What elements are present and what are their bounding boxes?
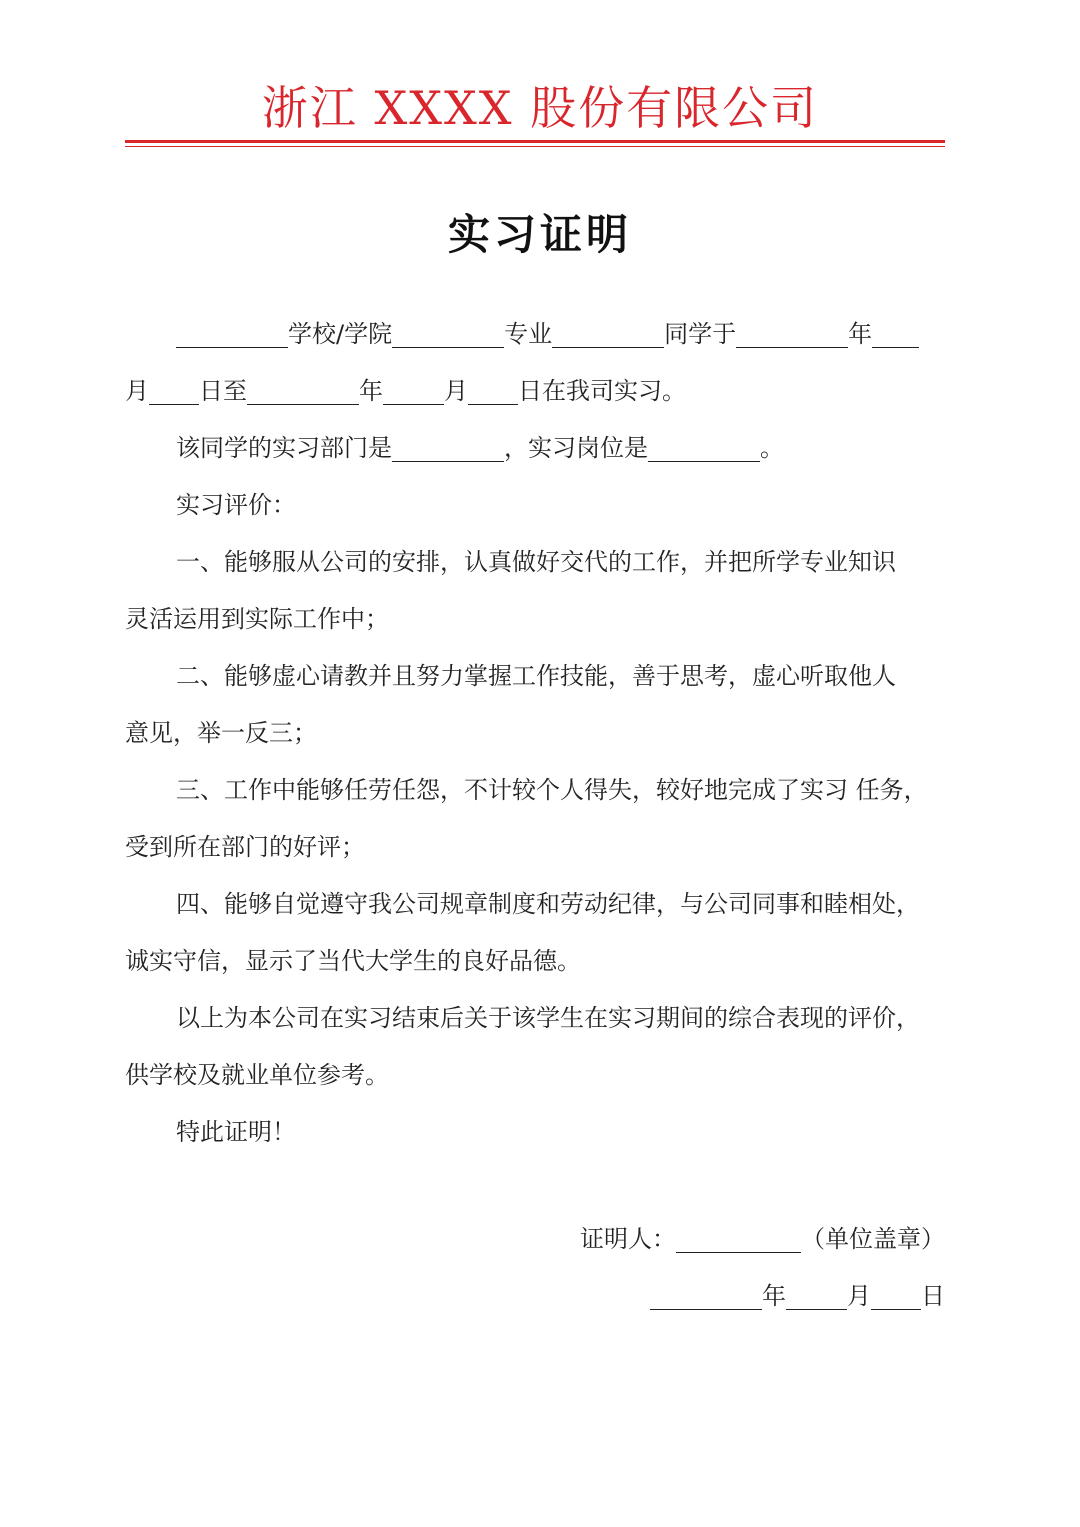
department-line — [125, 427, 957, 484]
school-label: 学校/学院 — [288, 320, 393, 348]
document-title: 实习证明 — [447, 210, 632, 259]
certificate-body — [125, 313, 957, 1168]
major-blank — [392, 315, 504, 348]
evaluation-item-4-cont: 诚实守信，显示了当代大学生的良好品德。 — [125, 947, 581, 975]
department-line-end: 。 — [760, 434, 784, 462]
certifier-line — [560, 1218, 945, 1275]
end-year-blank — [247, 372, 359, 405]
position-label: ，实习岗位是 — [504, 434, 648, 462]
start-year-label: 年 — [848, 320, 873, 348]
sign-day-label: 日 — [921, 1282, 945, 1310]
evaluation-item-1: 一、能够服从公司的安排，认真做好交代的工作，并把所学专业知识 — [176, 548, 896, 576]
day-end-text: 日在我司实习。 — [518, 377, 686, 405]
summary-line-2: 供学校及就业单位参考。 — [125, 1061, 389, 1089]
major-label: 专业 — [504, 320, 553, 348]
evaluation-item-2-cont: 意见，举一反三； — [125, 719, 317, 747]
sign-year-label: 年 — [762, 1282, 786, 1310]
evaluation-item-3-cont: 受到所在部门的好评； — [125, 833, 365, 861]
evaluation-item-4: 四、能够自觉遵守我公司规章制度和劳动纪律，与公司同事和睦相处， — [176, 890, 920, 918]
letterhead-rule-thin — [125, 146, 945, 147]
intro-line-2 — [125, 370, 957, 427]
evaluation-item-1-cont: 灵活运用到实际工作中； — [125, 605, 389, 633]
intro-line-1 — [125, 313, 957, 370]
company-letterhead: 浙江 XXXX 股份有限公司 — [261, 81, 819, 135]
start-month-blank-part — [872, 315, 919, 348]
letterhead-rule-thick — [125, 140, 945, 143]
evaluation-item-2: 二、能够虚心请教并且努力掌握工作技能，善于思考，虚心听取他人 — [176, 662, 896, 690]
sign-month-label: 月 — [847, 1282, 871, 1310]
closing-text: 特此证明！ — [176, 1118, 296, 1146]
start-month-label: 月 — [125, 377, 149, 405]
end-month-blank — [383, 372, 444, 405]
end-year-label: 年 — [359, 377, 383, 405]
certifier-label: 证明人： — [580, 1225, 676, 1253]
start-year-blank — [736, 315, 848, 348]
department-blank — [392, 429, 504, 462]
end-month-label: 月 — [444, 377, 468, 405]
school-blank — [176, 315, 288, 348]
sign-month-blank — [786, 1277, 847, 1310]
position-blank — [648, 429, 760, 462]
student-from-label: 同学于 — [664, 320, 737, 348]
certifier-blank — [676, 1220, 801, 1253]
signature-block — [560, 1218, 945, 1332]
start-day-blank — [149, 372, 199, 405]
end-day-blank — [468, 372, 518, 405]
evaluation-item-3: 三、工作中能够任劳任怨，不计较个人得失，较好地完成了实习 任务， — [176, 776, 928, 804]
summary-line-1: 以上为本公司在实习结束后关于该学生在实习期间的综合表现的评价， — [176, 1004, 920, 1032]
sign-day-blank — [871, 1277, 921, 1310]
student-name-blank — [552, 315, 664, 348]
sign-year-blank — [650, 1277, 762, 1310]
evaluation-heading: 实习评价： — [176, 491, 296, 519]
seal-label: （单位盖章） — [801, 1225, 945, 1253]
sign-date-line — [560, 1275, 945, 1332]
day-to-label: 日至 — [199, 377, 247, 405]
department-label: 该同学的实习部门是 — [176, 434, 392, 462]
